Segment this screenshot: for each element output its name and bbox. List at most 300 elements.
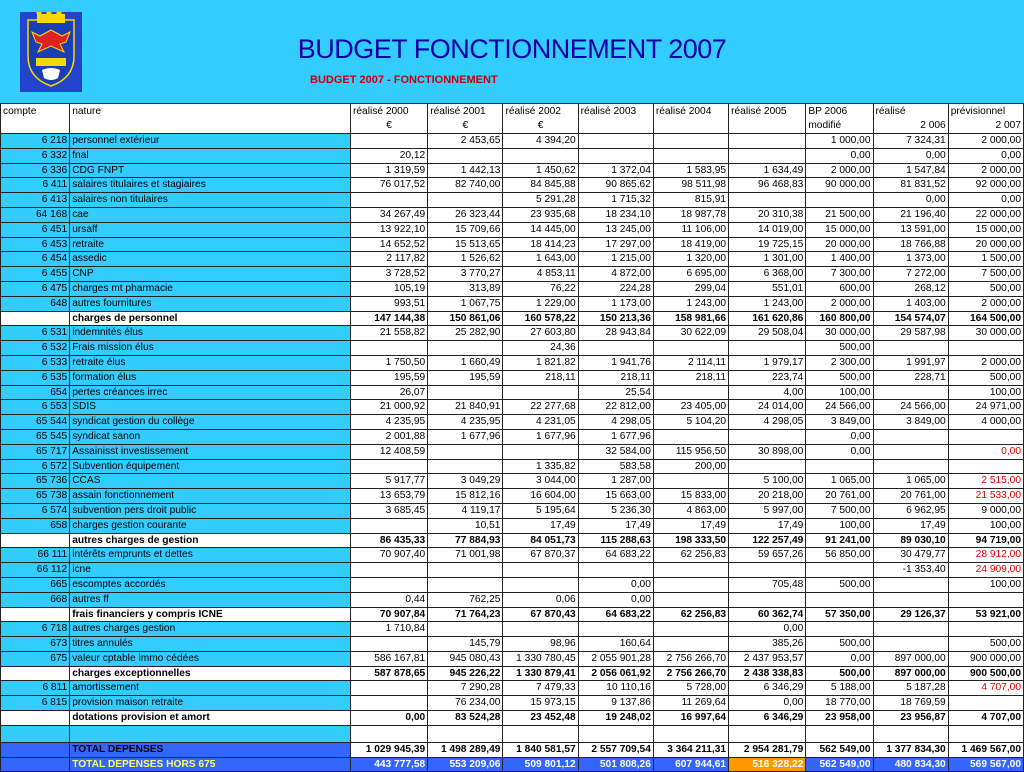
amount-cell: 60 362,74	[729, 607, 806, 622]
amount-cell: 2 000,00	[948, 296, 1023, 311]
amount-cell: 21 000,92	[351, 400, 428, 415]
amount-cell: 20 761,00	[806, 489, 873, 504]
amount-cell: 59 657,26	[729, 548, 806, 563]
account-code-cell: 6 336	[1, 163, 70, 178]
amount-cell: 3 049,29	[428, 474, 503, 489]
amount-cell: 17,49	[503, 518, 578, 533]
table-row	[1, 252, 1024, 267]
amount-cell: 26,07	[351, 385, 428, 400]
table-row	[1, 178, 1024, 193]
amount-cell: 900 500,00	[948, 666, 1023, 681]
amount-cell	[653, 341, 728, 356]
amount-cell: 23 935,68	[503, 207, 578, 222]
amount-cell	[948, 592, 1023, 607]
amount-cell: 100,00	[806, 385, 873, 400]
amount-cell	[873, 385, 948, 400]
amount-cell: 218,11	[653, 370, 728, 385]
amount-cell: 4 707,00	[948, 681, 1023, 696]
amount-cell	[351, 577, 428, 592]
amount-cell: 1 710,84	[351, 622, 428, 637]
amount-cell: 1 450,62	[503, 163, 578, 178]
column-header	[729, 104, 806, 134]
amount-cell: 71 764,23	[428, 607, 503, 622]
amount-cell: 164 500,00	[948, 311, 1023, 326]
amount-cell: 1 400,00	[806, 252, 873, 267]
amount-cell: 762,25	[428, 592, 503, 607]
amount-cell	[653, 429, 728, 444]
amount-cell: 1 029 945,39	[351, 742, 428, 757]
amount-cell: 70 907,84	[351, 607, 428, 622]
amount-cell: 2 515,00	[948, 474, 1023, 489]
amount-cell: 0,00	[806, 651, 873, 666]
nature-cell: charges mt pharmacie	[70, 281, 351, 296]
amount-cell	[653, 474, 728, 489]
amount-cell: 500,00	[806, 341, 873, 356]
amount-cell: 2 000,00	[806, 296, 873, 311]
amount-cell: 7 500,00	[948, 267, 1023, 282]
nature-cell: autres charges de gestion	[70, 533, 351, 548]
crown-icon	[37, 14, 65, 23]
column-header-label: nature	[72, 106, 102, 117]
amount-cell	[806, 193, 873, 208]
amount-cell: 22 277,68	[503, 400, 578, 415]
amount-cell: 98,96	[503, 637, 578, 652]
amount-cell: 14 445,00	[503, 222, 578, 237]
nature-cell: Subvention équipement	[70, 459, 351, 474]
table-row	[1, 622, 1024, 637]
account-code-cell: 65 545	[1, 429, 70, 444]
amount-cell	[948, 459, 1023, 474]
nature-cell: autres fournitures	[70, 296, 351, 311]
table-row	[1, 134, 1024, 149]
column-header-label: prévisionnel	[950, 106, 1006, 117]
amount-cell: 7 324,31	[873, 134, 948, 149]
amount-cell: 28 943,84	[578, 326, 653, 341]
amount-cell: 2 117,82	[351, 252, 428, 267]
amount-cell: 89 030,10	[873, 533, 948, 548]
amount-cell: 500,00	[806, 637, 873, 652]
amount-cell	[653, 577, 728, 592]
amount-cell: 24 566,00	[806, 400, 873, 415]
account-code-cell	[1, 725, 70, 742]
amount-cell: 18 987,78	[653, 207, 728, 222]
amount-cell: 5 195,64	[503, 503, 578, 518]
amount-cell: 1 526,62	[428, 252, 503, 267]
amount-cell: 29 508,04	[729, 326, 806, 341]
amount-cell: 16 997,64	[653, 711, 728, 726]
amount-cell	[428, 577, 503, 592]
account-code-cell: 648	[1, 296, 70, 311]
amount-cell: 2 453,65	[428, 134, 503, 149]
amount-cell: 158 981,66	[653, 311, 728, 326]
nature-cell: Frais mission élus	[70, 341, 351, 356]
table-row	[1, 222, 1024, 237]
amount-cell: 6 346,29	[729, 681, 806, 696]
amount-cell: 30 622,09	[653, 326, 728, 341]
amount-cell: 4 394,20	[503, 134, 578, 149]
amount-cell	[503, 577, 578, 592]
account-code-cell: 65 738	[1, 489, 70, 504]
amount-cell: 2 756 266,70	[653, 666, 728, 681]
amount-cell: 32 584,00	[578, 444, 653, 459]
nature-cell: valeur cptable immo cédées	[70, 651, 351, 666]
amount-cell: 5 187,28	[873, 681, 948, 696]
amount-cell: 22 812,00	[578, 400, 653, 415]
amount-cell: 20 000,00	[806, 237, 873, 252]
amount-cell: 23 956,87	[873, 711, 948, 726]
amount-cell: 147 144,38	[351, 311, 428, 326]
amount-cell: 23 405,00	[653, 400, 728, 415]
account-code-cell: 6 532	[1, 341, 70, 356]
amount-cell: 1 634,49	[729, 163, 806, 178]
amount-cell	[873, 341, 948, 356]
nature-cell: autres charges gestion	[70, 622, 351, 637]
amount-cell: 1 660,49	[428, 355, 503, 370]
amount-cell: 2 001,88	[351, 429, 428, 444]
table-row	[1, 148, 1024, 163]
amount-cell: 13 591,00	[873, 222, 948, 237]
nature-cell: syndicat sanon	[70, 429, 351, 444]
subtotal-row	[1, 607, 1024, 622]
amount-cell: 5 917,77	[351, 474, 428, 489]
amount-cell: 705,48	[729, 577, 806, 592]
amount-cell: 77 884,93	[428, 533, 503, 548]
nature-cell: assedic	[70, 252, 351, 267]
table-row	[1, 637, 1024, 652]
account-code-cell: 65 736	[1, 474, 70, 489]
amount-cell	[351, 681, 428, 696]
amount-cell	[428, 385, 503, 400]
subtotal-row	[1, 533, 1024, 548]
nature-cell: escomptes accordés	[70, 577, 351, 592]
amount-cell: 9 137,86	[578, 696, 653, 711]
amount-cell	[653, 725, 728, 742]
spacer-row	[1, 725, 1024, 742]
amount-cell: 0,00	[729, 622, 806, 637]
amount-cell: 0,00	[806, 429, 873, 444]
table-row	[1, 385, 1024, 400]
amount-cell: 83 524,28	[428, 711, 503, 726]
amount-cell: 500,00	[806, 370, 873, 385]
amount-cell	[578, 725, 653, 742]
column-header	[1, 104, 70, 134]
column-header-unit: 2 006	[920, 120, 946, 131]
amount-cell: 0,00	[806, 148, 873, 163]
amount-cell: 64 683,22	[578, 607, 653, 622]
amount-cell: 1 442,13	[428, 163, 503, 178]
amount-cell	[806, 622, 873, 637]
amount-cell	[948, 341, 1023, 356]
nature-cell: subvention pers droit public	[70, 503, 351, 518]
amount-cell	[948, 429, 1023, 444]
amount-cell: 6 368,00	[729, 267, 806, 282]
amount-cell: 0,00	[948, 193, 1023, 208]
column-header-unit: 2 007	[995, 120, 1021, 131]
amount-cell: 0,00	[351, 711, 428, 726]
amount-cell: 13 922,10	[351, 222, 428, 237]
table-row	[1, 341, 1024, 356]
amount-cell: 3 770,27	[428, 267, 503, 282]
amount-cell: 150 861,06	[428, 311, 503, 326]
account-code-cell: 6 533	[1, 355, 70, 370]
amount-cell: 1 643,00	[503, 252, 578, 267]
amount-cell: 5 997,00	[729, 503, 806, 518]
amount-cell: 91 241,00	[806, 533, 873, 548]
amount-cell: 0,44	[351, 592, 428, 607]
amount-cell: 195,59	[428, 370, 503, 385]
table-row	[1, 577, 1024, 592]
amount-cell: 4 235,95	[428, 415, 503, 430]
amount-cell: 24,36	[503, 341, 578, 356]
nature-cell: amortissement	[70, 681, 351, 696]
amount-cell: 1 000,00	[806, 134, 873, 149]
account-code-cell: 65 717	[1, 444, 70, 459]
nature-cell: fnal	[70, 148, 351, 163]
amount-cell: 82 740,00	[428, 178, 503, 193]
amount-cell: 0,00	[806, 444, 873, 459]
amount-cell: 160 800,00	[806, 311, 873, 326]
amount-cell: 122 257,49	[729, 533, 806, 548]
amount-cell: 5 291,28	[503, 193, 578, 208]
amount-cell: 76,22	[503, 281, 578, 296]
amount-cell: 53 921,00	[948, 607, 1023, 622]
column-header-label: réalisé 2003	[580, 106, 637, 117]
amount-cell: 1 583,95	[653, 163, 728, 178]
amount-cell: 1 547,84	[873, 163, 948, 178]
amount-cell: 1 330 879,41	[503, 666, 578, 681]
column-header-label: réalisé 2005	[731, 106, 787, 117]
nature-cell: syndicat gestion du collège	[70, 415, 351, 430]
table-row	[1, 400, 1024, 415]
amount-cell: 218,11	[578, 370, 653, 385]
amount-cell: 64 683,22	[578, 548, 653, 563]
subtotal-row	[1, 311, 1024, 326]
nature-cell: autres ff	[70, 592, 351, 607]
amount-cell: 30 000,00	[806, 326, 873, 341]
amount-cell: 161 620,86	[729, 311, 806, 326]
amount-cell: 15 663,00	[578, 489, 653, 504]
amount-cell: 2 438 338,83	[729, 666, 806, 681]
amount-cell: 1 469 567,00	[948, 742, 1023, 757]
account-code-cell	[1, 742, 70, 757]
amount-cell: 2 756 266,70	[653, 651, 728, 666]
amount-cell: 0,00	[873, 193, 948, 208]
account-code-cell: 6 218	[1, 134, 70, 149]
amount-cell: 562 549,00	[806, 742, 873, 757]
amount-cell: 2 055 901,28	[578, 651, 653, 666]
amount-cell: 30 000,00	[948, 326, 1023, 341]
amount-cell	[653, 385, 728, 400]
amount-cell: 18 414,23	[503, 237, 578, 252]
amount-cell: 2 000,00	[806, 163, 873, 178]
account-code-cell: 6 451	[1, 222, 70, 237]
amount-cell	[873, 592, 948, 607]
table-row	[1, 326, 1024, 341]
amount-cell: 100,00	[948, 385, 1023, 400]
page-title: BUDGET FONCTIONNEMENT 2007	[297, 34, 727, 64]
amount-cell: 62 256,83	[653, 607, 728, 622]
nature-cell: CDG FNPT	[70, 163, 351, 178]
account-code-cell: 6 454	[1, 252, 70, 267]
amount-cell: 18 766,88	[873, 237, 948, 252]
amount-cell: 150 213,36	[578, 311, 653, 326]
amount-cell	[428, 193, 503, 208]
amount-cell: 897 000,00	[873, 666, 948, 681]
column-header-unit: €	[462, 120, 469, 131]
account-code-cell: 65 544	[1, 415, 70, 430]
amount-cell	[653, 592, 728, 607]
nature-cell: provision maison retraite	[70, 696, 351, 711]
column-header-label: BP 2006	[808, 106, 848, 117]
amount-cell: 7 500,00	[806, 503, 873, 518]
amount-cell	[729, 134, 806, 149]
amount-cell	[653, 637, 728, 652]
amount-cell: 1 372,04	[578, 163, 653, 178]
amount-cell	[729, 193, 806, 208]
amount-cell: 11 269,64	[653, 696, 728, 711]
amount-cell: 4 853,11	[503, 267, 578, 282]
amount-cell: 105,19	[351, 281, 428, 296]
account-code-cell: 665	[1, 577, 70, 592]
amount-cell: 23 958,00	[806, 711, 873, 726]
amount-cell: 10 110,16	[578, 681, 653, 696]
column-header	[428, 104, 503, 134]
amount-cell	[729, 429, 806, 444]
amount-cell: 56 850,00	[806, 548, 873, 563]
amount-cell: 562 549,00	[806, 757, 873, 772]
amount-cell: 1 677,96	[578, 429, 653, 444]
account-code-cell: 66 112	[1, 563, 70, 578]
nature-cell: indemnités élus	[70, 326, 351, 341]
amount-cell: 17,49	[578, 518, 653, 533]
amount-cell: 12 408,59	[351, 444, 428, 459]
amount-cell: 587 878,65	[351, 666, 428, 681]
amount-cell: 9 000,00	[948, 503, 1023, 518]
amount-cell: 34 267,49	[351, 207, 428, 222]
amount-cell: 24 014,00	[729, 400, 806, 415]
amount-cell: 17,49	[729, 518, 806, 533]
subtotal-row	[1, 666, 1024, 681]
amount-cell: 7 290,28	[428, 681, 503, 696]
table-row	[1, 370, 1024, 385]
nature-cell: retraite élus	[70, 355, 351, 370]
nature-cell: CNP	[70, 267, 351, 282]
amount-cell: 18 234,10	[578, 207, 653, 222]
table-row	[1, 489, 1024, 504]
amount-cell: 500,00	[948, 637, 1023, 652]
account-code-cell: 64 168	[1, 207, 70, 222]
amount-cell: 583,58	[578, 459, 653, 474]
amount-cell: 1 301,00	[729, 252, 806, 267]
amount-cell: 19 248,02	[578, 711, 653, 726]
amount-cell: 0,06	[503, 592, 578, 607]
table-row	[1, 563, 1024, 578]
table-row	[1, 518, 1024, 533]
table-row	[1, 237, 1024, 252]
amount-cell: 945 226,22	[428, 666, 503, 681]
amount-cell: 90 000,00	[806, 178, 873, 193]
account-code-cell: 6 535	[1, 370, 70, 385]
amount-cell: 15 973,15	[503, 696, 578, 711]
amount-cell	[351, 459, 428, 474]
amount-cell: 15 812,16	[428, 489, 503, 504]
table-row	[1, 267, 1024, 282]
amount-cell: 100,00	[948, 518, 1023, 533]
amount-cell: 1 335,82	[503, 459, 578, 474]
amount-cell: 76 234,00	[428, 696, 503, 711]
amount-cell: 29 126,37	[873, 607, 948, 622]
amount-cell: 21 558,82	[351, 326, 428, 341]
amount-cell: 313,89	[428, 281, 503, 296]
account-code-cell: 6 572	[1, 459, 70, 474]
amount-cell: 160,64	[578, 637, 653, 652]
amount-cell: 15 000,00	[948, 222, 1023, 237]
table-row	[1, 651, 1024, 666]
column-header-unit: €	[386, 120, 392, 131]
table-row	[1, 207, 1024, 222]
amount-cell: 2 300,00	[806, 355, 873, 370]
amount-cell: 1 715,32	[578, 193, 653, 208]
nature-cell: SDIS	[70, 400, 351, 415]
account-code-cell: 6 411	[1, 178, 70, 193]
amount-cell	[578, 563, 653, 578]
amount-cell: 7 300,00	[806, 267, 873, 282]
amount-cell	[428, 444, 503, 459]
amount-cell: 15 833,00	[653, 489, 728, 504]
account-code-cell: 673	[1, 637, 70, 652]
amount-cell: 1 403,00	[873, 296, 948, 311]
amount-cell: 500,00	[948, 281, 1023, 296]
table-row	[1, 281, 1024, 296]
column-header-unit: modifié	[808, 120, 842, 131]
amount-cell: 600,00	[806, 281, 873, 296]
amount-cell: 15 000,00	[806, 222, 873, 237]
amount-cell: 21 533,00	[948, 489, 1023, 504]
amount-cell	[503, 622, 578, 637]
account-code-cell: 6 553	[1, 400, 70, 415]
amount-cell	[729, 563, 806, 578]
amount-cell: 81 831,52	[873, 178, 948, 193]
column-header	[578, 104, 653, 134]
amount-cell: 20 761,00	[873, 489, 948, 504]
amount-cell: 3 364 211,31	[653, 742, 728, 757]
amount-cell	[873, 622, 948, 637]
amount-cell	[503, 148, 578, 163]
budget-table	[0, 103, 1024, 772]
amount-cell: 607 944,61	[653, 757, 728, 772]
amount-cell	[578, 148, 653, 163]
nature-cell: assain fonctionnement	[70, 489, 351, 504]
amount-cell: 2 000,00	[948, 163, 1023, 178]
page-subtitle: BUDGET 2007 - FONCTIONNEMENT	[310, 74, 498, 86]
amount-cell: 993,51	[351, 296, 428, 311]
amount-cell: 27 603,80	[503, 326, 578, 341]
nature-cell: salaires titulaires et stagiaires	[70, 178, 351, 193]
amount-cell	[653, 134, 728, 149]
column-header-label: réalisé 2000	[353, 106, 409, 117]
amount-cell: 2 114,11	[653, 355, 728, 370]
amount-cell: 268,12	[873, 281, 948, 296]
amount-cell: 516 328,22	[729, 757, 806, 772]
amount-cell: 0,00	[948, 148, 1023, 163]
nature-cell: titres annulés	[70, 637, 351, 652]
amount-cell: 1 067,75	[428, 296, 503, 311]
amount-cell: 4,00	[729, 385, 806, 400]
amount-cell: 28 912,00	[948, 548, 1023, 563]
amount-cell: 1 677,96	[428, 429, 503, 444]
amount-cell: 4 872,00	[578, 267, 653, 282]
amount-cell: 25 282,90	[428, 326, 503, 341]
